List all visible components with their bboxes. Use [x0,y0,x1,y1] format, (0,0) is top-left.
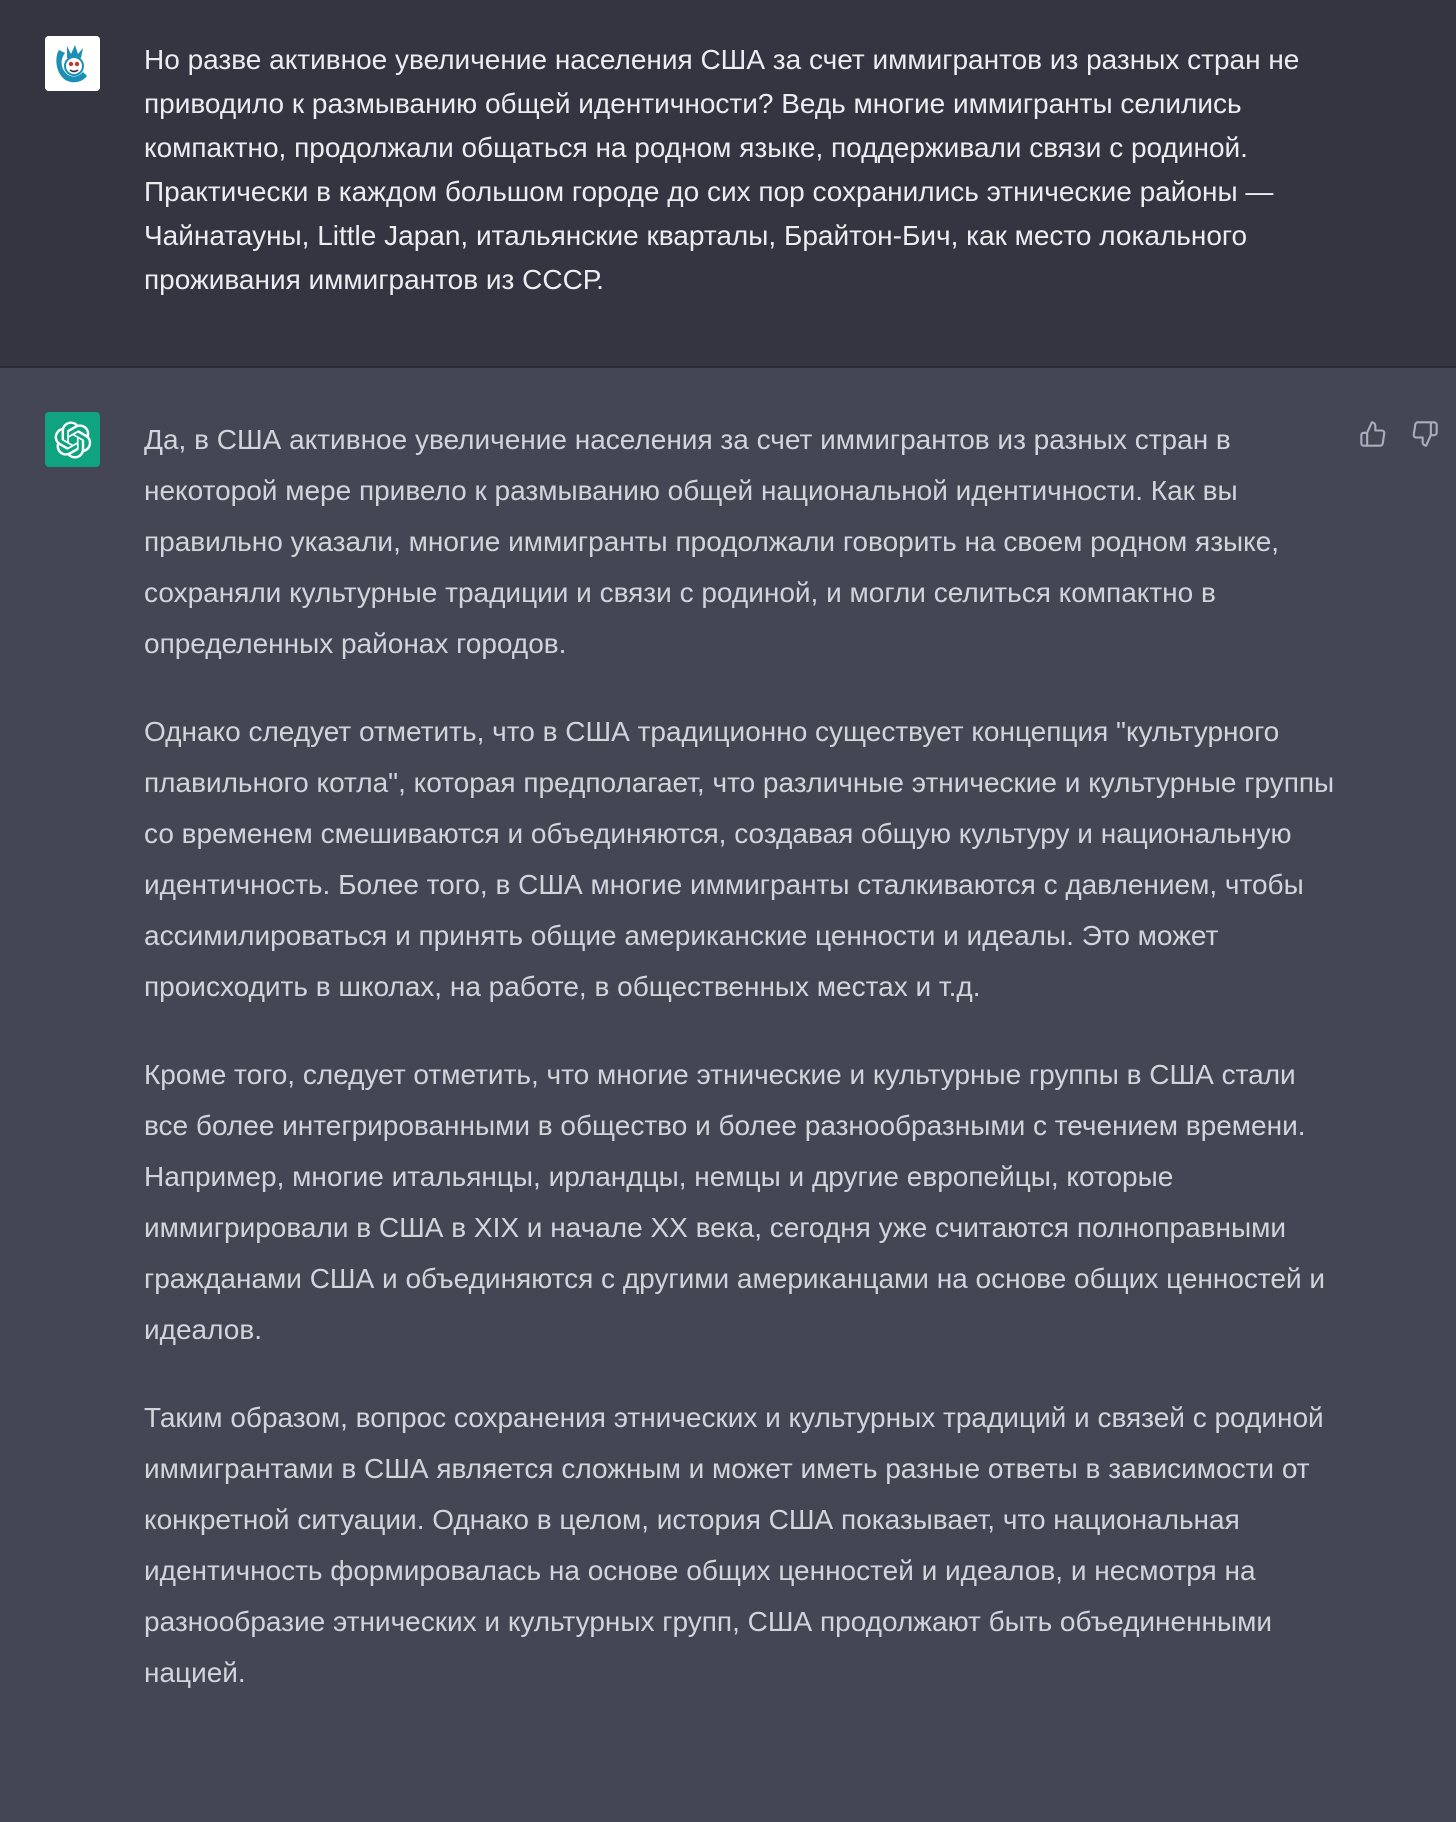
user-avatar-icon [45,36,100,91]
assistant-paragraph: Кроме того, следует отметить, что многие этнические и культурные группы в США стали все более интегрированными в общество и более разнообразными с течением времени. Например, многие итальянцы, ирландцы, немцы и другие европейцы, которые иммигрировали в США в XIX и начале XX века, сегодня уже считаются полноправными гражданами США и объединяются с другими американцами на основе общих ценностей и идеалов. [144,1059,1326,1345]
thumbs-up-button[interactable] [1358,419,1388,449]
thumbs-down-button[interactable] [1410,419,1440,449]
thumbs-down-icon [1411,420,1439,448]
user-message-text: Но разве активное увеличение населения США за счет иммигрантов из разных стран не приводило к размыванию общей идентичности? Ведь многие иммигранты селились компактно, продолжали общаться на родном языке, поддерживали связи с родиной. Практически в каждом большом городе до сих пор сохранились этнические районы — Чайнатауны, Little Japan, итальянские кварталы, Брайтон-Бич, как место локального проживания иммигрантов из СССР. [144,44,1300,295]
feedback-controls [1358,419,1440,449]
assistant-paragraph: Да, в США активное увеличение населения за счет иммигрантов из разных стран в некоторой мере привело к размыванию общей национальной идентичности. Как вы правильно указали, многие иммигранты продолжали говорить на своем родном языке, сохраняли культурные традиции и связи с родиной, и могли селиться компактно в определенных районах городов. [144,424,1280,659]
assistant-message [0,367,1456,1822]
assistant-message-body [144,414,1344,1698]
openai-logo-icon [45,412,100,467]
assistant-paragraph: Однако следует отметить, что в США традиционно существует концепция "культурного плавильного котла", которая предполагает, что различные этнические и культурные группы со временем смешиваются и объединяются, создавая общую культуру и национальную идентичность. Более того, в США многие иммигранты сталкиваются с давлением, чтобы ассимилироваться и принять общие американские ценности и идеалы. Это может происходить в школах, на работе, в общественных местах и т.д. [144,716,1335,1002]
user-message [0,0,1456,367]
thumbs-up-icon [1359,420,1387,448]
assistant-paragraph: Таким образом, вопрос сохранения этнических и культурных традиций и связей с родиной иммигрантами в США является сложным и может иметь разные ответы в зависимости от конкретной ситуации. Однако в целом, история США показывает, что национальная идентичность формировалась на основе общих ценностей и идеалов, и несмотря на разнообразие этнических и культурных групп, США продолжают быть объединенными нацией. [144,1402,1324,1688]
